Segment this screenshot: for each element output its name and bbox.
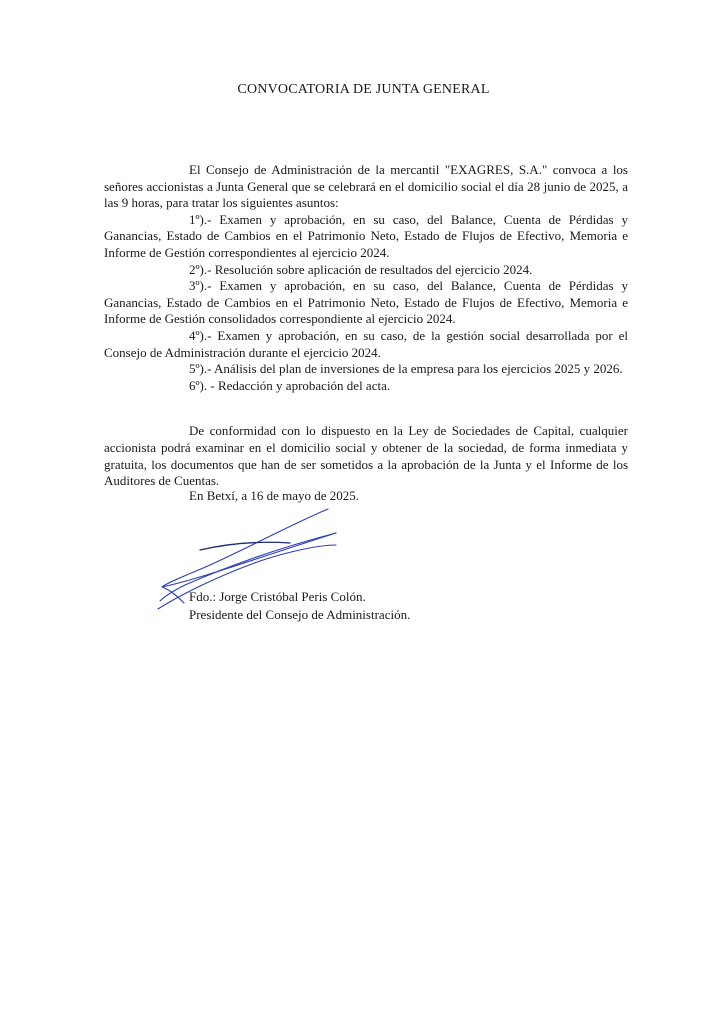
- agenda-item-5: 5º).- Análisis del plan de inversiones de la empresa para los ejercicios 2025 y 2026.: [189, 361, 623, 377]
- agenda-item-1: 1º).- Examen y aprobación, en su caso, del Balance, Cuenta de Pérdidas y Ganancias, Estado de Cambios en el Patrimonio Neto, Estado de Flujos de Efectivo, Memoria e Informe de Gestión correspondientes al ejercicio 2024.: [104, 211, 628, 260]
- place-date: En Betxí, a 16 de mayo de 2025.: [189, 488, 360, 503]
- spacer: [104, 394, 628, 423]
- signatory-line: Fdo.: Jorge Cristóbal Peris Colón.: [189, 589, 366, 604]
- signatory-role: Presidente del Consejo de Administración.: [189, 607, 411, 622]
- agenda-item-6: 6º). - Redacción y aprobación del acta.: [189, 377, 391, 393]
- body-text: [104, 162, 628, 490]
- intro-paragraph: El Consejo de Administración de la mercantil "EXAGRES, S.A." convoca a los señores accionistas a Junta General que se celebrará en el domicilio social el día 28 junio de 2025, a las 9 horas, para tratar los siguientes asuntos:: [104, 162, 628, 211]
- agenda-item-4: 4º).- Examen y aprobación, en su caso, de la gestión social desarrollada por el Consejo de Administración durante el ejercicio 2024.: [104, 327, 628, 360]
- conformity-paragraph: De conformidad con lo dispuesto en la Ley de Sociedades de Capital, cualquier accionista podrá examinar en el domicilio social y obtener de la sociedad, de forma inmediata y gratuita, los documentos que han de ser sometidos a la aprobación de la Junta y el Informe de los Auditores de Cuentas.: [104, 423, 628, 489]
- agenda-item-2: 2º).- Resolución sobre aplicación de resultados del ejercicio 2024.: [189, 261, 533, 277]
- agenda-item-3: 3º).- Examen y aprobación, en su caso, del Balance, Cuenta de Pérdidas y Ganancias, Estado de Cambios en el Patrimonio Neto, Estado de Flujos de Efectivo, Memoria e Informe de Gestión consolidados correspondiente al ejercicio 2024.: [104, 278, 628, 327]
- page-title: CONVOCATORIA DE JUNTA GENERAL: [237, 82, 490, 97]
- signatory-block: [189, 588, 410, 624]
